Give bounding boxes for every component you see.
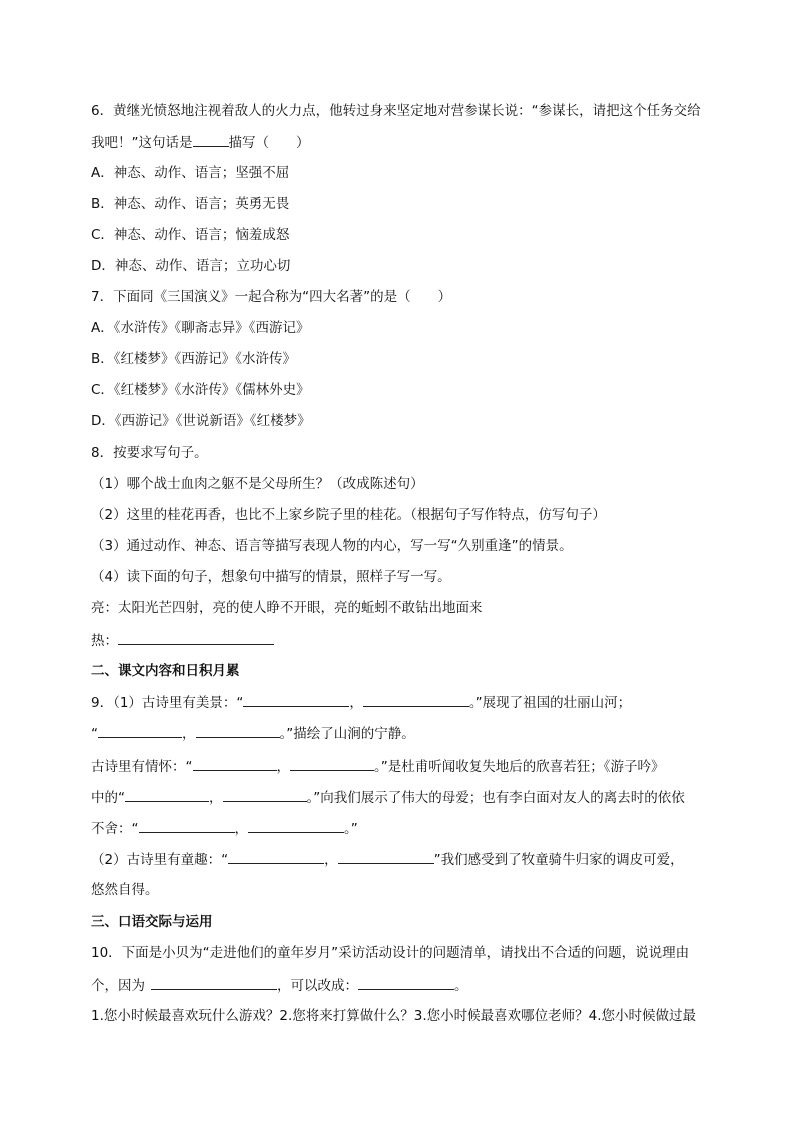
q9-line5 — [91, 818, 358, 839]
q9-line6-text-a: （2）古诗里有童趣：“ — [91, 852, 229, 868]
q6-stem-line2-text-a: 我吧！”这句话是 — [91, 135, 193, 151]
q10-stem-line2 — [91, 975, 468, 996]
q9-line5-sep: ， — [234, 821, 248, 837]
q9-blank-10[interactable] — [248, 818, 344, 833]
q8-hot-answer-blank[interactable] — [118, 630, 274, 645]
q6-option-b[interactable]: B．神态、动作、语言；英勇无畏 — [91, 196, 290, 212]
q9-line6 — [91, 849, 684, 870]
section-2-heading: 二、课文内容和日积月累 — [91, 663, 240, 679]
q7-option-d[interactable]: D．《西游记》《世说新语》《红楼梦》 — [91, 413, 311, 429]
q9-blank-1[interactable] — [243, 692, 349, 707]
q10-revision-blank[interactable] — [358, 975, 454, 990]
q6-stem-line1: 6．黄继光愤怒地注视着敌人的火力点，他转过身来坚定地对营参谋长说：“参谋长，请把这个任务交给 — [91, 103, 701, 119]
q7-stem: 7．下面同《三国演义》一起合称为“四大名著”的是（ ） — [91, 289, 452, 305]
q8-hot-line — [91, 630, 274, 651]
q6-option-c[interactable]: C．神态、动作、语言；恼羞成怒 — [91, 227, 290, 243]
q9-blank-12[interactable] — [338, 849, 434, 864]
q9-blank-7[interactable] — [125, 787, 209, 802]
q10-line2-text-b: ，可以改成： — [277, 978, 358, 994]
q9-line2-sep: ， — [182, 726, 196, 742]
q6-option-d[interactable]: D．神态、动作、语言；立功心切 — [91, 258, 291, 274]
q8-item-3: （3）通过动作、神态、语言等描写表现人物的内心，写一写“久别重逢”的情景。 — [91, 538, 573, 554]
q9-line6-text-b: ”我们感受到了牧童骑牛归家的调皮可爱， — [433, 852, 684, 868]
q9-line5-text-b: 。” — [344, 821, 358, 837]
q9-blank-8[interactable] — [223, 787, 307, 802]
q10-stem-line1: 10．下面是小贝为“走进他们的童年岁月”采访活动设计的问题清单，请找出不合适的问题，说说理由 — [91, 945, 690, 961]
q9-line2 — [91, 723, 415, 744]
q9-blank-5[interactable] — [193, 756, 277, 771]
q9-line6-sep: ， — [324, 852, 338, 868]
q9-line2-text-b: 。”描绘了山涧的宁静。 — [279, 726, 415, 742]
q9-line3-text-b: 。”是杜甫听闻收复失地后的欣喜若狂；《游子吟》 — [374, 759, 665, 775]
q9-line4-text-b: 。”向我们展示了伟大的母爱；也有李白面对友人的离去时的依依 — [306, 790, 685, 806]
q7-option-c[interactable]: C．《红楼梦》《水浒传》《儒林外史》 — [91, 382, 310, 398]
q8-stem: 8．按要求写句子。 — [91, 445, 208, 461]
q9-line7: 悠然自得。 — [91, 882, 159, 898]
q9-line1-text-a: 9．（1）古诗里有美景：“ — [91, 695, 244, 711]
q8-hot-label: 热： — [91, 633, 118, 649]
q9-blank-3[interactable] — [98, 723, 182, 738]
q8-example-sentence: 亮：太阳光芒四射，亮的使人睁不开眼，亮的蚯蚓不敢钻出地面来 — [91, 600, 483, 616]
q9-line1-sep: ， — [349, 695, 363, 711]
q9-line3-text-a: 古诗里有情怀：“ — [91, 759, 193, 775]
q9-line1-text-b: 。”展现了祖国的壮丽山河； — [468, 695, 632, 711]
q9-line4 — [91, 787, 685, 808]
q7-option-a[interactable]: A．《水浒传》《聊斋志异》《西游记》 — [91, 320, 310, 336]
q10-line2-text-c: 。 — [454, 978, 468, 994]
q9-line4-sep: ， — [209, 790, 223, 806]
q9-line2-text-a: “ — [91, 726, 98, 742]
q9-blank-11[interactable] — [228, 849, 324, 864]
q9-blank-9[interactable] — [139, 818, 235, 833]
q9-blank-2[interactable] — [363, 692, 469, 707]
q9-line3 — [91, 756, 665, 777]
q9-blank-4[interactable] — [196, 723, 280, 738]
q9-line4-text-a: 中的“ — [91, 790, 125, 806]
q9-line1 — [91, 692, 631, 713]
q9-blank-6[interactable] — [290, 756, 374, 771]
q6-stem-line2-text-b: 描写（ ） — [228, 135, 310, 151]
q8-item-2: （2）这里的桂花再香，也比不上家乡院子里的桂花。（根据句子写作特点，仿写句子） — [91, 507, 606, 523]
q8-item-4: （4）读下面的句子，想象句中描写的情景，照样子写一写。 — [91, 569, 451, 585]
q6-option-a[interactable]: A．神态、动作、语言；坚强不屈 — [91, 165, 290, 181]
q6-answer-blank[interactable] — [193, 132, 229, 147]
q10-reason-blank[interactable] — [151, 975, 277, 990]
q9-line5-text-a: 不舍：“ — [91, 821, 139, 837]
q6-stem-line2 — [91, 132, 310, 153]
q8-item-1: （1）哪个战士血肉之躯不是父母所生？（改成陈述句） — [91, 476, 424, 492]
q10-line2-text-a: 个，因为 — [91, 978, 145, 994]
q9-line3-sep: ， — [276, 759, 290, 775]
q10-question-list: 1.您小时候最喜欢玩什么游戏？2.您将来打算做什么？3.您小时候最喜欢哪位老师？4.您小时候做过最 — [91, 1008, 697, 1024]
q7-option-b[interactable]: B．《红楼梦》《西游记》《水浒传》 — [91, 351, 297, 367]
section-3-heading: 三、口语交际与运用 — [91, 914, 213, 930]
